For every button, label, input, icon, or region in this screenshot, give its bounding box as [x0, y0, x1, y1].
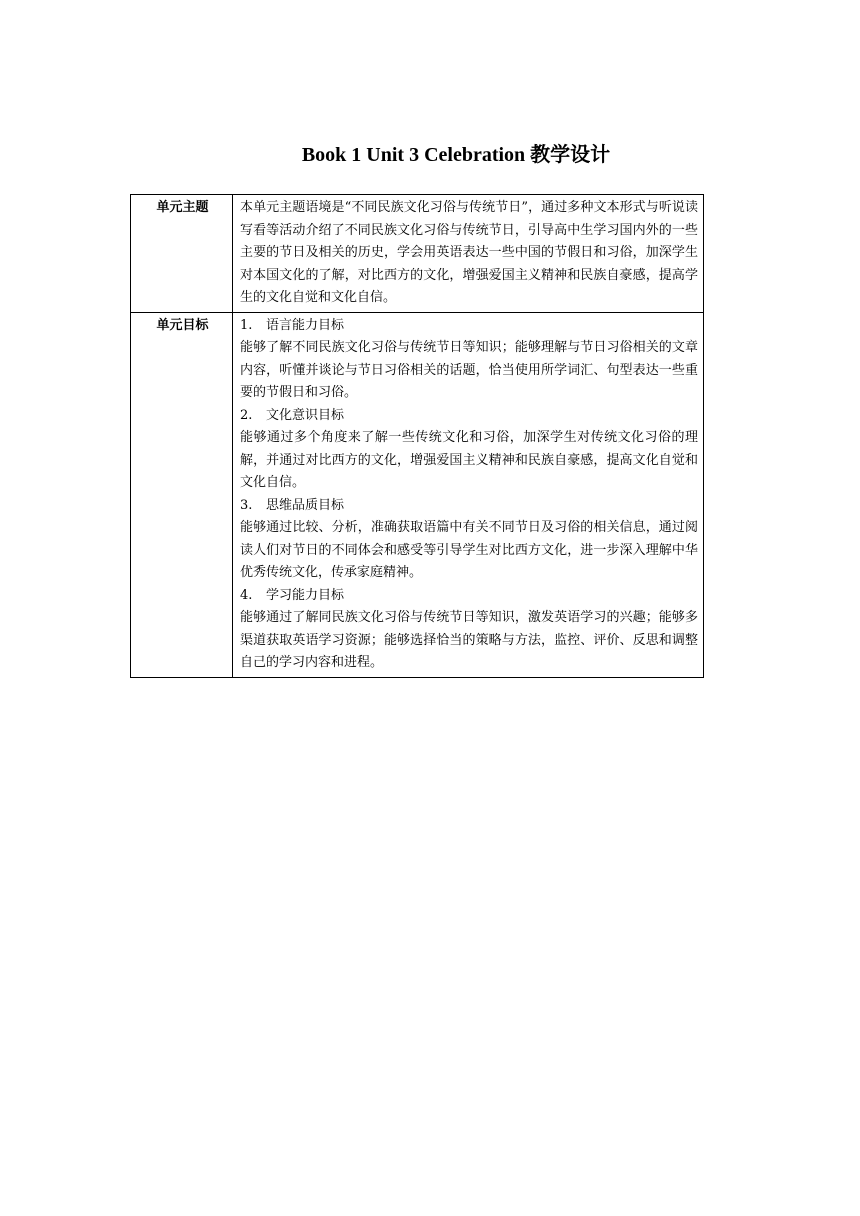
goal-description: 能够通过了解同民族文化习俗与传统节日等知识，激发英语学习的兴趣；能够多渠道获取英语学习资源；能够选择恰当的策略与方法，监控、评价、反思和调整自己的学习内容和进程。 [240, 610, 698, 670]
lesson-design-table [130, 194, 704, 678]
goal-item [240, 315, 698, 405]
goal-description: 能够通过多个角度来了解一些传统文化和习俗，加深学生对传统文化习俗的理解，并通过对比西方的文化，增强爱国主义精神和民族自豪感，提高文化自觉和文化自信。 [240, 430, 698, 490]
goal-heading-text: 文化意识目标 [266, 407, 345, 423]
goal-item [240, 585, 698, 675]
goal-description: 能够了解不同民族文化习俗与传统节日等知识；能够理解与节日习俗相关的文章内容，听懂并谈论与节日习俗相关的话题，恰当使用所学词汇、句型表达一些重要的节假日和习俗。 [240, 340, 698, 400]
theme-text: 本单元主题语境是“不同民族文化习俗与传统节日”，通过多种文本形式与听说读写看等活动介绍了不同民族文化习俗与传统节日，引导高中生学习国内外的一些主要的节日及相关的历史，学会用英语表达一些中国的节假日和习俗，加深学生对本国文化的了解，对比西方的文化，增强爱国主义精神和民族自豪感，提高学生的文化自觉和文化自信。 [233, 195, 704, 313]
goal-heading [240, 315, 698, 338]
table-row-goals [131, 312, 704, 677]
goal-item [240, 405, 698, 495]
goals-content [233, 312, 704, 677]
goal-heading [240, 585, 698, 608]
goal-number: 3. [240, 497, 253, 513]
goal-number: 2. [240, 407, 253, 423]
goal-item [240, 495, 698, 585]
theme-label: 单元主题 [131, 195, 233, 313]
goal-description: 能够通过比较、分析，准确获取语篇中有关不同节日及习俗的相关信息，通过阅读人们对节日的不同体会和感受等引导学生对比西方文化，进一步深入理解中华优秀传统文化，传承家庭精神。 [240, 520, 698, 580]
goal-heading [240, 405, 698, 428]
goal-number: 4. [240, 587, 253, 603]
goal-heading-text: 学习能力目标 [266, 587, 345, 603]
goal-heading-text: 语言能力目标 [266, 317, 345, 333]
table-row-theme [131, 195, 704, 313]
page-title: Book 1 Unit 3 Celebration 教学设计 [301, 144, 611, 166]
goal-heading-text: 思维品质目标 [266, 497, 345, 513]
goals-label: 单元目标 [131, 312, 233, 677]
goal-number: 1. [240, 317, 253, 333]
goal-heading [240, 495, 698, 518]
